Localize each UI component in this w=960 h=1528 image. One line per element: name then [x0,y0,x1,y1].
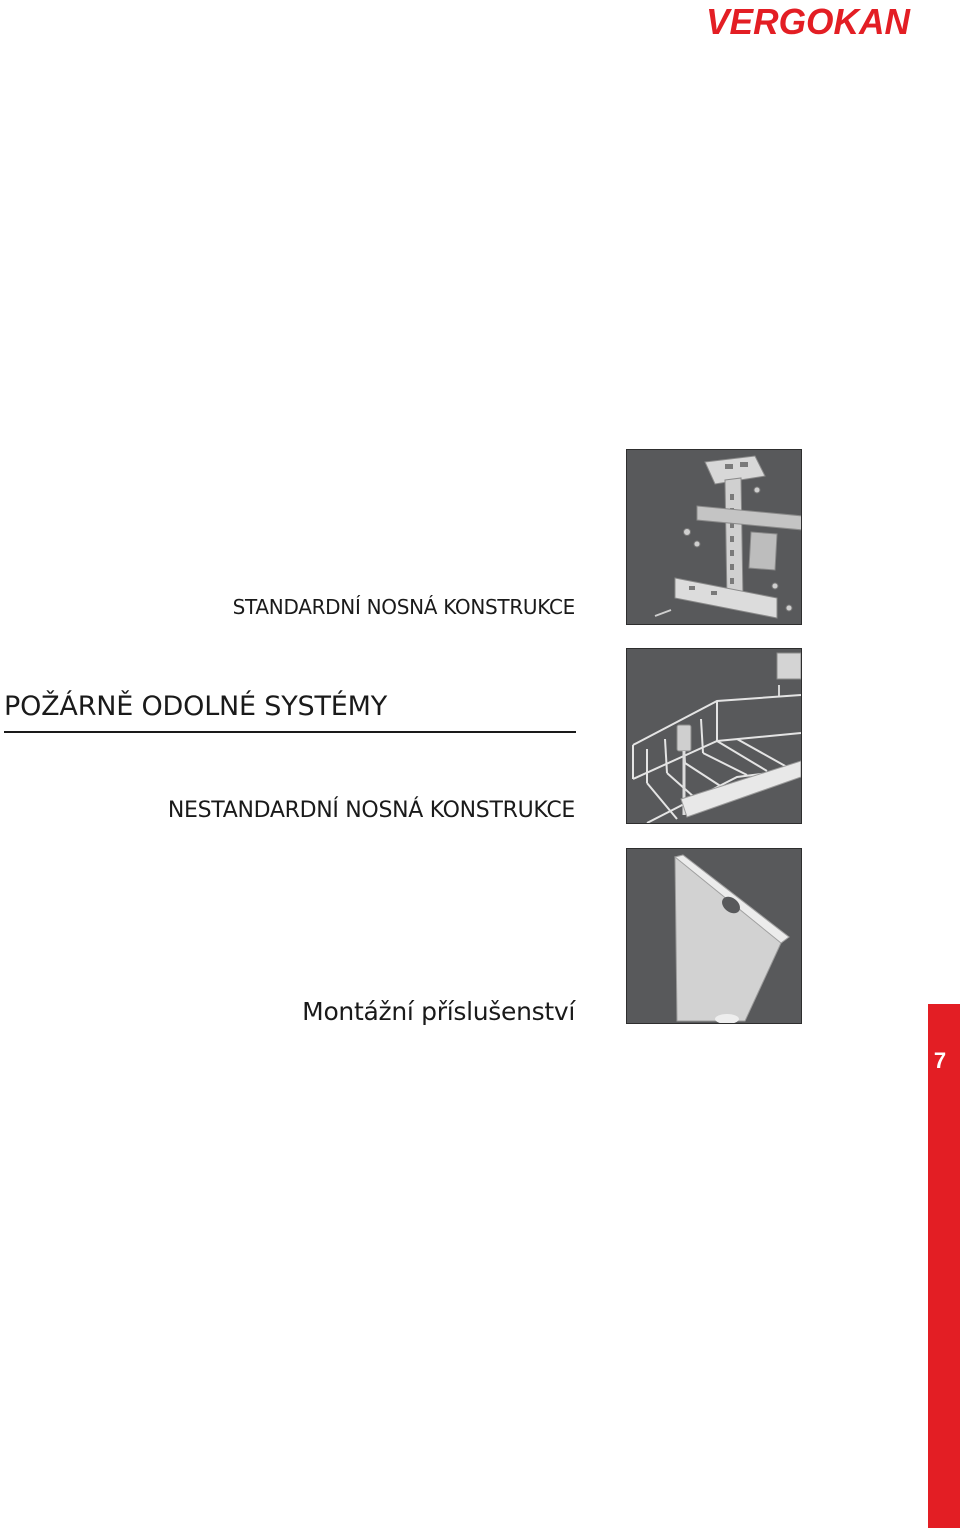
section-divider [4,731,576,733]
chapter-number: 7 [933,1048,947,1073]
section-mounting-accessories[interactable]: Montážní příslušenství [302,997,575,1026]
logo-text: VERGOKAN [706,2,911,40]
thumbnail-standard-support[interactable] [626,449,802,625]
section-nonstandard-support[interactable]: NESTANDARDNÍ NOSNÁ KONSTRUKCE [167,798,575,823]
wire-tray-icon [627,649,801,823]
section-standard-support[interactable]: STANDARDNÍ NOSNÁ KONSTRUKCE [232,595,575,619]
section-fire-resistant[interactable]: POŽÁRNĚ ODOLNÉ SYSTÉMY [4,691,387,722]
ceiling-bracket-icon [627,450,801,624]
chapter-tab [928,1004,960,1528]
thumbnail-mounting-accessories[interactable] [626,848,802,1024]
angle-bracket-icon [627,849,801,1023]
vergokan-logo [704,2,912,40]
thumbnail-fire-resistant[interactable] [626,648,802,824]
